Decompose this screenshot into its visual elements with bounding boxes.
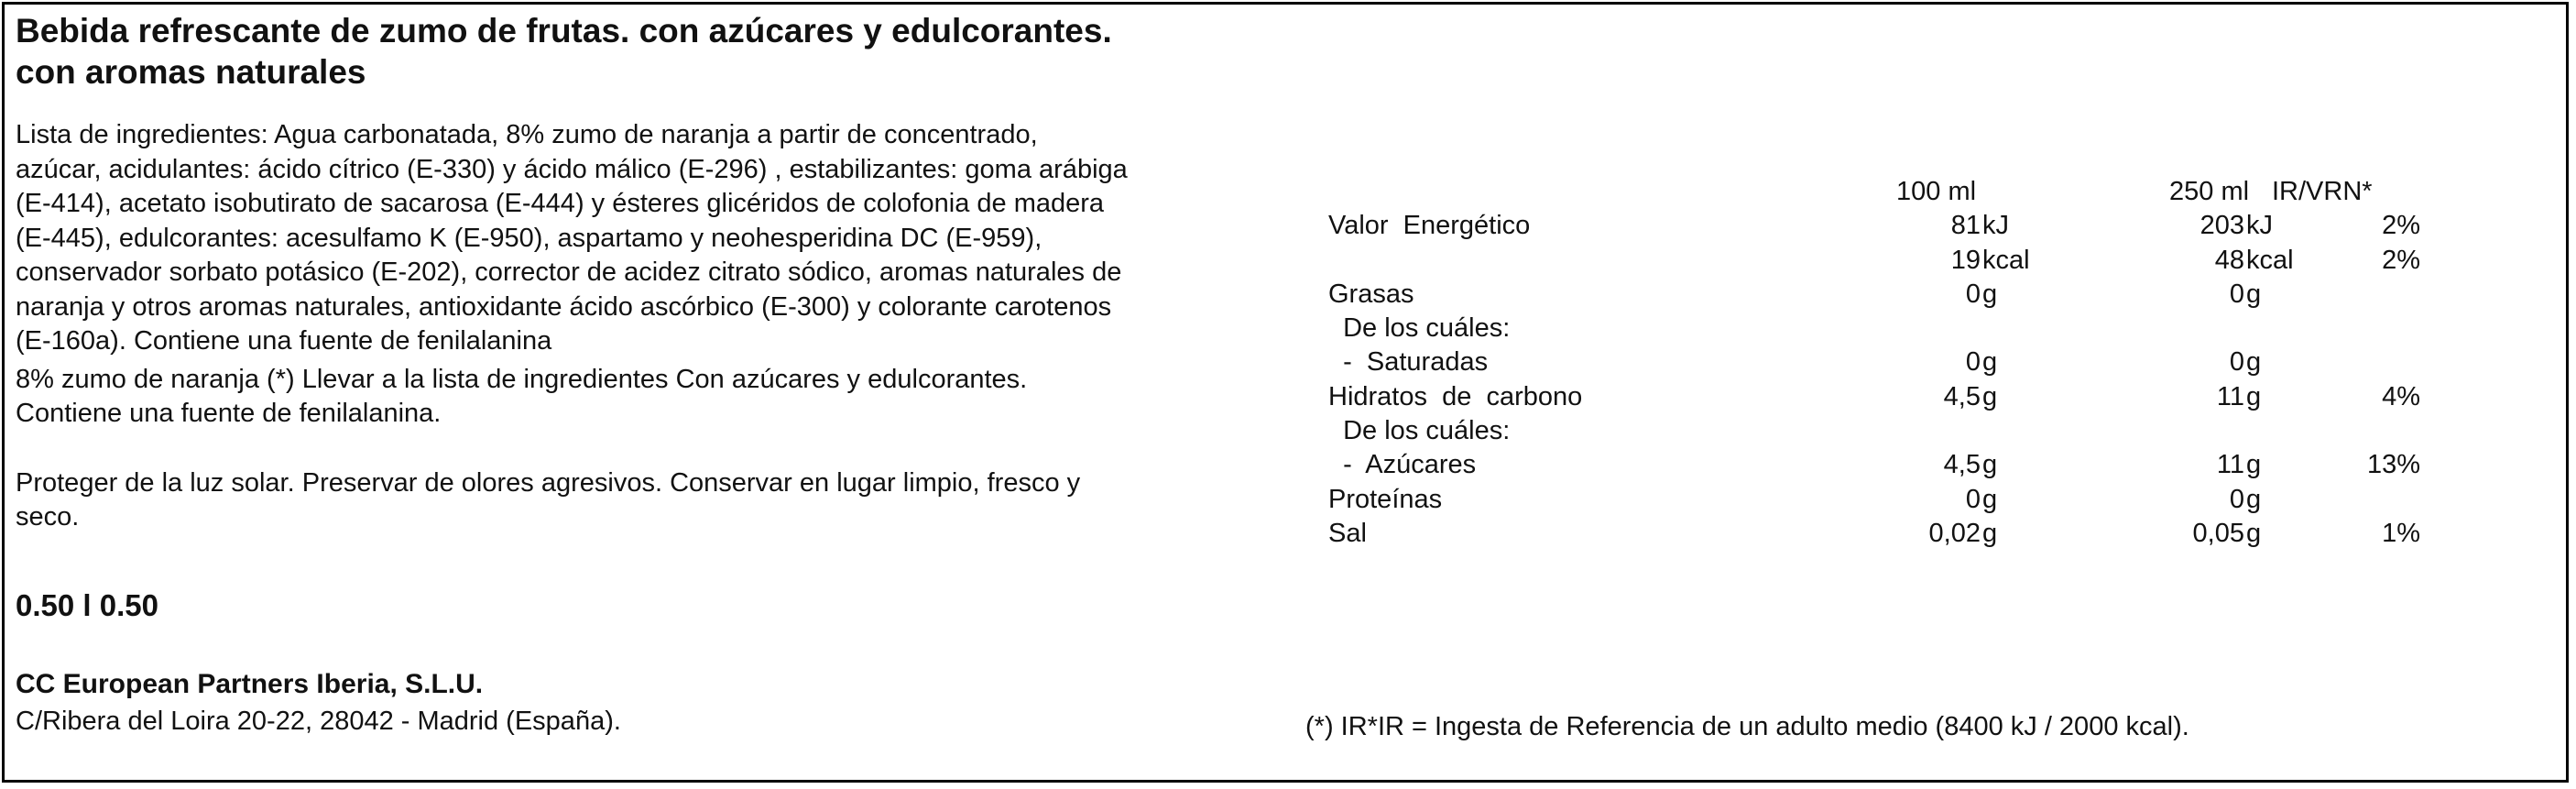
storage-line: seco. <box>16 502 80 531</box>
nutrition-rows <box>1328 209 2428 551</box>
ingredients-line: conservador sorbato potásico (E-202), corrector de acidez citrato sódico, aromas naturales de <box>16 258 1122 287</box>
unit-100ml: g <box>1982 450 1998 480</box>
note-line: Contiene una fuente de fenilalanina. <box>16 399 442 428</box>
nutrient-label: Proteínas <box>1328 484 1443 514</box>
ingredients-line: (E-414), acetato isobutirato de sacarosa (E-444) y ésteres glicéridos de colofonia de madera <box>16 189 1105 218</box>
value-100ml: 4,5 <box>1943 450 1981 480</box>
unit-100ml: g <box>1982 484 1998 514</box>
nutrient-label: Sal <box>1328 518 1367 548</box>
note-line: 8% zumo de naranja (*) Llevar a la lista de ingredientes Con azúcares y edulcorantes. <box>16 364 1028 394</box>
product-info <box>16 10 1293 535</box>
ingredients-note <box>16 363 1293 432</box>
nutrient-label: De los cuáles: <box>1328 313 1511 344</box>
ingredients-list <box>16 118 1293 359</box>
value-100ml: 0 <box>1965 484 1981 514</box>
unit-250ml: g <box>2246 347 2262 378</box>
value-250ml: 11 <box>2216 450 2244 480</box>
ir-value: 2% <box>2382 211 2420 241</box>
title-line: Bebida refrescante de zumo de frutas. con azúcares y edulcorantes. <box>16 12 1112 49</box>
ingredients-line: azúcar, acidulantes: ácido cítrico (E-330) y ácido málico (E-296) , estabilizantes: goma arábiga <box>16 154 1128 184</box>
value-100ml: 4,5 <box>1943 381 1981 411</box>
nutrient-label: De los cuáles: <box>1328 416 1511 446</box>
value-250ml: 203 <box>2199 211 2244 241</box>
unit-100ml: kJ <box>1982 211 2009 241</box>
nutrient-label: - Saturadas <box>1328 347 1489 378</box>
unit-250ml: g <box>2246 518 2262 548</box>
nutrition-row <box>1328 517 2428 551</box>
header-ir-vrn: IR/VRN* <box>2272 177 2373 206</box>
value-250ml: 11 <box>2216 381 2244 411</box>
volume: 0.50 l 0.50 <box>16 588 158 622</box>
nutrition-row <box>1328 278 2428 312</box>
unit-100ml: kcal <box>1982 245 2030 275</box>
nutrient-label: Grasas <box>1328 279 1414 309</box>
nutrition-row <box>1328 414 2428 448</box>
ir-value: 13% <box>2366 450 2420 480</box>
unit-100ml: g <box>1982 279 1998 309</box>
unit-250ml: g <box>2246 279 2262 309</box>
value-100ml: 81 <box>1950 211 1981 241</box>
unit-250ml: kcal <box>2246 245 2294 275</box>
value-100ml: 19 <box>1950 245 1981 275</box>
footnote: (*) IR*IR = Ingesta de Referencia de un adulto medio (8400 kJ / 2000 kcal). <box>1305 712 2189 741</box>
unit-250ml: g <box>2246 484 2262 514</box>
ingredients-line: Lista de ingredientes: Agua carbonatada, 8% zumo de naranja a partir de concentrado, <box>16 120 1038 149</box>
company-name: CC European Partners Iberia, S.L.U. <box>16 669 484 699</box>
nutrition-table <box>1328 175 2428 551</box>
title-line: con aromas naturales <box>16 53 366 91</box>
unit-250ml: kJ <box>2246 211 2273 241</box>
label-frame <box>2 2 2569 783</box>
ir-value: 4% <box>2382 381 2420 411</box>
value-100ml: 0 <box>1965 279 1981 309</box>
ir-value: 1% <box>2382 518 2420 548</box>
nutrition-row <box>1328 312 2428 345</box>
value-250ml: 48 <box>2214 245 2244 275</box>
value-100ml: 0,02 <box>1928 518 1981 548</box>
unit-100ml: g <box>1982 381 1998 411</box>
nutrition-row <box>1328 345 2428 379</box>
value-250ml: 0 <box>2229 279 2244 309</box>
ingredients-line: naranja y otros aromas naturales, antioxidante ácido ascórbico (E-300) y colorante carotenos <box>16 291 1112 322</box>
value-250ml: 0 <box>2229 347 2244 378</box>
ingredients-line: (E-445), edulcorantes: acesulfamo K (E-950), aspartamo y neohesperidina DC (E-959), <box>16 223 1042 253</box>
value-100ml: 0 <box>1965 347 1981 378</box>
unit-250ml: g <box>2246 450 2262 480</box>
nutrition-row <box>1328 380 2428 414</box>
header-250ml: 250 ml <box>2169 177 2250 206</box>
value-250ml: 0 <box>2229 484 2244 514</box>
nutrient-label: - Azúcares <box>1328 450 1477 480</box>
nutrition-row <box>1328 483 2428 517</box>
company-address: C/Ribera del Loira 20-22, 28042 - Madrid (España). <box>16 707 621 736</box>
nutrient-label: Valor Energético <box>1328 211 1531 241</box>
header-100ml: 100 ml <box>1896 177 1977 206</box>
nutrient-label: Hidratos de carbono <box>1328 381 1583 411</box>
nutrition-header-row <box>1328 175 2428 209</box>
nutrition-row <box>1328 209 2428 243</box>
nutrition-row <box>1328 244 2428 278</box>
ir-value: 2% <box>2382 245 2420 275</box>
unit-100ml: g <box>1982 518 1998 548</box>
nutrition-row <box>1328 448 2428 482</box>
value-250ml: 0,05 <box>2192 518 2244 548</box>
storage-line: Proteger de la luz solar. Preservar de olores agresivos. Conservar en lugar limpio, fresco y <box>16 467 1081 498</box>
storage-instructions <box>16 466 1293 535</box>
unit-100ml: g <box>1982 347 1998 378</box>
ingredients-line: (E-160a). Contiene una fuente de fenilalanina <box>16 326 552 356</box>
unit-250ml: g <box>2246 381 2262 411</box>
product-title <box>16 10 1293 93</box>
